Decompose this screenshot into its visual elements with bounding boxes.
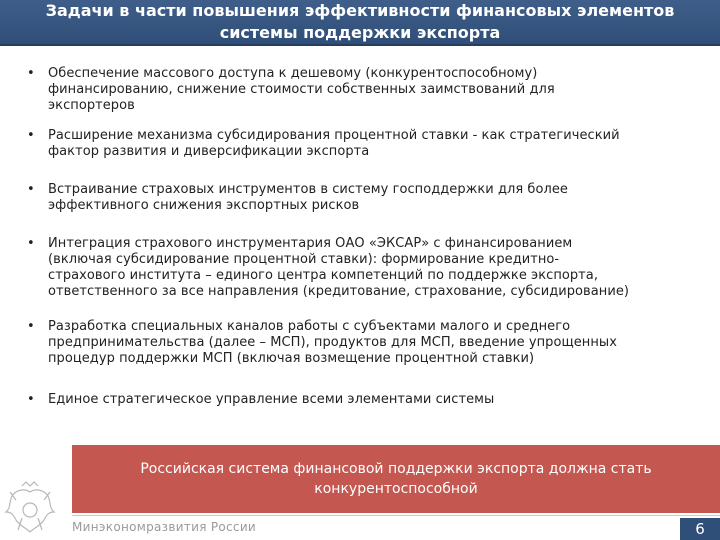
bullet-line: фактор развития и диверсификации экспорта: [48, 144, 370, 159]
bullet-text: [48, 182, 698, 214]
bullet-marker: •: [27, 392, 35, 407]
footer-brand: Минэкономразвития России: [72, 520, 257, 534]
bullet-line: страхового института – единого центра компетенций по поддержке экспорта,: [48, 268, 599, 283]
conclusion-text: [72, 459, 720, 499]
conclusion-line-1: Российская система финансовой поддержки экспорта должна стать: [140, 461, 652, 477]
bullet-line: Единое стратегическое управление всеми элементами системы: [48, 392, 495, 407]
bullet-line: экспортеров: [48, 98, 135, 113]
bullet-marker: •: [27, 236, 35, 251]
bullet-marker: •: [27, 128, 35, 143]
bullet-text: [48, 319, 698, 367]
bullet-text: [48, 66, 698, 114]
bullet-text: [48, 392, 698, 408]
bullet-line: Разработка специальных каналов работы с субъектами малого и среднего: [48, 319, 571, 334]
bullet-marker: •: [27, 66, 35, 81]
slide-title: [20, 0, 700, 44]
bullet-text: [48, 128, 698, 160]
slide-title-line-2: системы поддержки экспорта: [219, 23, 501, 42]
bullet-line: процедур поддержки МСП (включая возмещение процентной ставки): [48, 351, 535, 366]
bullet-line: Интеграция страхового инструментария ОАО «ЭКСАР» с финансированием: [48, 236, 573, 251]
bullet-text: [48, 236, 698, 300]
slide-title-line-1: Задачи в части повышения эффективности финансовых элементов: [45, 1, 675, 20]
footer-divider: [72, 515, 720, 516]
bullet-line: Встраивание страховых инструментов в систему господдержки для более: [48, 182, 568, 197]
page-number: 6: [680, 518, 720, 540]
bullet-line: Расширение механизма субсидирования процентной ставки - как стратегический: [48, 128, 620, 143]
bullet-marker: •: [27, 182, 35, 197]
bullet-line: Обеспечение массового доступа к дешевому (конкурентоспособному): [48, 66, 538, 81]
bullet-line: ответственного за все направления (кредитование, страхование, субсидирование): [48, 284, 630, 299]
conclusion-line-2: конкурентоспособной: [314, 481, 478, 497]
slide-header: [0, 0, 720, 46]
bullet-marker: •: [27, 319, 35, 334]
conclusion-banner: [72, 445, 720, 513]
double-headed-eagle-emblem-icon: [0, 478, 60, 540]
bullet-line: финансированию, снижение стоимости собственных заимствований для: [48, 82, 555, 97]
bullet-line: (включая субсидирование процентной ставки): формирование кредитно-: [48, 252, 560, 267]
bullet-line: предпринимательства (далее – МСП), продуктов для МСП, введение упрощенных: [48, 335, 617, 350]
bullet-line: эффективного снижения экспортных рисков: [48, 198, 360, 213]
